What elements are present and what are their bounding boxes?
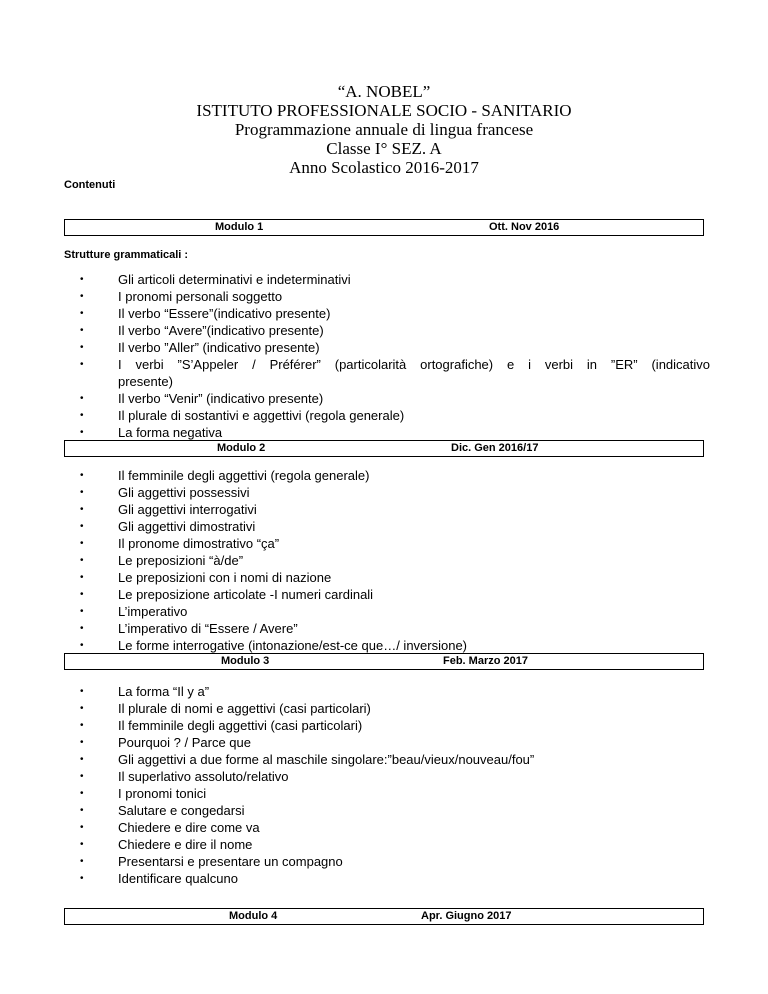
module-3-period: Feb. Marzo 2017 (443, 655, 528, 667)
bullet-icon: • (80, 487, 84, 498)
bullet-icon: • (80, 325, 84, 336)
bullet-icon: • (80, 606, 84, 617)
list-item: • L’imperativo (80, 604, 188, 619)
module-1-period: Ott. Nov 2016 (489, 221, 560, 233)
list-item: • Le preposizione articolate -I numeri cardinali (80, 587, 374, 602)
bullet-icon: • (80, 771, 84, 782)
list-item: • L’imperativo di “Essere / Avere” (80, 621, 298, 636)
list-item: • Identificare qualcuno (80, 871, 238, 886)
list-item: • Il verbo “Essere”(indicativo presente) (80, 306, 331, 321)
list-item: • Il femminile degli aggettivi (casi particolari) (80, 718, 363, 733)
bullet-icon: • (80, 737, 84, 748)
list-item: • Gli articoli determinativi e indeterminativi (80, 272, 351, 287)
list-item: • Gli aggettivi possessivi (80, 485, 250, 500)
bullet-icon: • (80, 856, 84, 867)
bullet-icon: • (80, 703, 84, 714)
list-item: • I pronomi tonici (80, 786, 207, 801)
module-1-header (64, 219, 704, 236)
list-item: • Gli aggettivi a due forme al maschile singolare:”beau/vieux/nouveau/fou” (80, 752, 535, 767)
list-item: • Le preposizioni “à/de” (80, 553, 244, 568)
bullet-icon: • (80, 504, 84, 515)
bullet-icon: • (80, 521, 84, 532)
bullet-icon: • (80, 555, 84, 566)
class-label: Classe I° SEZ. A (326, 139, 442, 158)
module-3-header (64, 653, 704, 670)
list-item: • Salutare e congedarsi (80, 803, 245, 818)
bullet-icon: • (80, 788, 84, 799)
list-item: • I verbi ”S’Appeler / Préférer” (particolarità ortografiche) e i verbi in ”ER” (indicativo presente) (80, 357, 710, 389)
list-item: • Il plurale di sostantivi e aggettivi (regola generale) (80, 408, 405, 423)
bullet-icon: • (80, 589, 84, 600)
bullet-icon: • (80, 538, 84, 549)
module-2-title: Modulo 2 (217, 442, 266, 454)
module-2-header (64, 440, 704, 457)
bullet-icon: • (80, 686, 84, 697)
document-header (0, 82, 768, 177)
module-4-title: Modulo 4 (229, 910, 278, 922)
bullet-icon: • (80, 805, 84, 816)
contenuti-label: Contenuti (64, 179, 116, 191)
bullet-icon: • (80, 623, 84, 634)
bullet-icon: • (80, 839, 84, 850)
bullet-icon: • (80, 572, 84, 583)
list-item: • Il plurale di nomi e aggettivi (casi particolari) (80, 701, 371, 716)
list-item: • Il femminile degli aggettivi (regola generale) (80, 468, 370, 483)
school-year: Anno Scolastico 2016-2017 (289, 158, 479, 177)
module-1-title: Modulo 1 (215, 221, 264, 233)
list-item: • Chiedere e dire il nome (80, 837, 253, 852)
list-item: • Il verbo “Avere”(indicativo presente) (80, 323, 324, 338)
module-3-list (80, 683, 710, 887)
module-2-period: Dic. Gen 2016/17 (451, 442, 539, 454)
list-item: • Chiedere e dire come va (80, 820, 260, 835)
module-3-title: Modulo 3 (221, 655, 270, 667)
bullet-icon: • (80, 873, 84, 884)
bullet-icon: • (80, 410, 84, 421)
institute-name: ISTITUTO PROFESSIONALE SOCIO - SANITARIO (196, 101, 572, 120)
bullet-icon: • (80, 427, 84, 438)
list-item: • I pronomi personali soggetto (80, 289, 283, 304)
module-1-list (80, 271, 710, 441)
list-item: • Le preposizioni con i nomi di nazione (80, 570, 332, 585)
bullet-icon: • (80, 720, 84, 731)
module-2-list (80, 467, 710, 654)
list-item: • Il pronome dimostrativo “ça” (80, 536, 280, 551)
bullet-icon: • (80, 308, 84, 319)
list-item: • La forma negativa (80, 425, 223, 440)
bullet-icon: • (80, 291, 84, 302)
list-item: • Il verbo ”Aller” (indicativo presente) (80, 340, 320, 355)
bullet-icon: • (80, 393, 84, 404)
module-4-header (64, 908, 704, 925)
bullet-icon: • (80, 359, 84, 370)
list-item: • Gli aggettivi interrogativi (80, 502, 257, 517)
bullet-icon: • (80, 342, 84, 353)
program-title: Programmazione annuale di lingua francese (234, 120, 534, 139)
bullet-icon: • (80, 470, 84, 481)
bullet-icon: • (80, 274, 84, 285)
bullet-icon: • (80, 640, 84, 651)
module-4-period: Apr. Giugno 2017 (421, 910, 512, 922)
list-item: • Pourquoi ? / Parce que (80, 735, 251, 750)
strutture-label: Strutture grammaticali : (64, 249, 189, 261)
list-item: • Presentarsi e presentare un compagno (80, 854, 343, 869)
school-name: “A. NOBEL” (337, 82, 431, 101)
bullet-icon: • (80, 822, 84, 833)
list-item: • Il superlativo assoluto/relativo (80, 769, 289, 784)
bullet-icon: • (80, 754, 84, 765)
list-item: • Gli aggettivi dimostrativi (80, 519, 256, 534)
list-item: • Le forme interrogative (intonazione/est-ce que…/ inversione) (80, 638, 468, 653)
list-item: • Il verbo “Venir” (indicativo presente) (80, 391, 324, 406)
list-item: • La forma “Il y a” (80, 684, 210, 699)
